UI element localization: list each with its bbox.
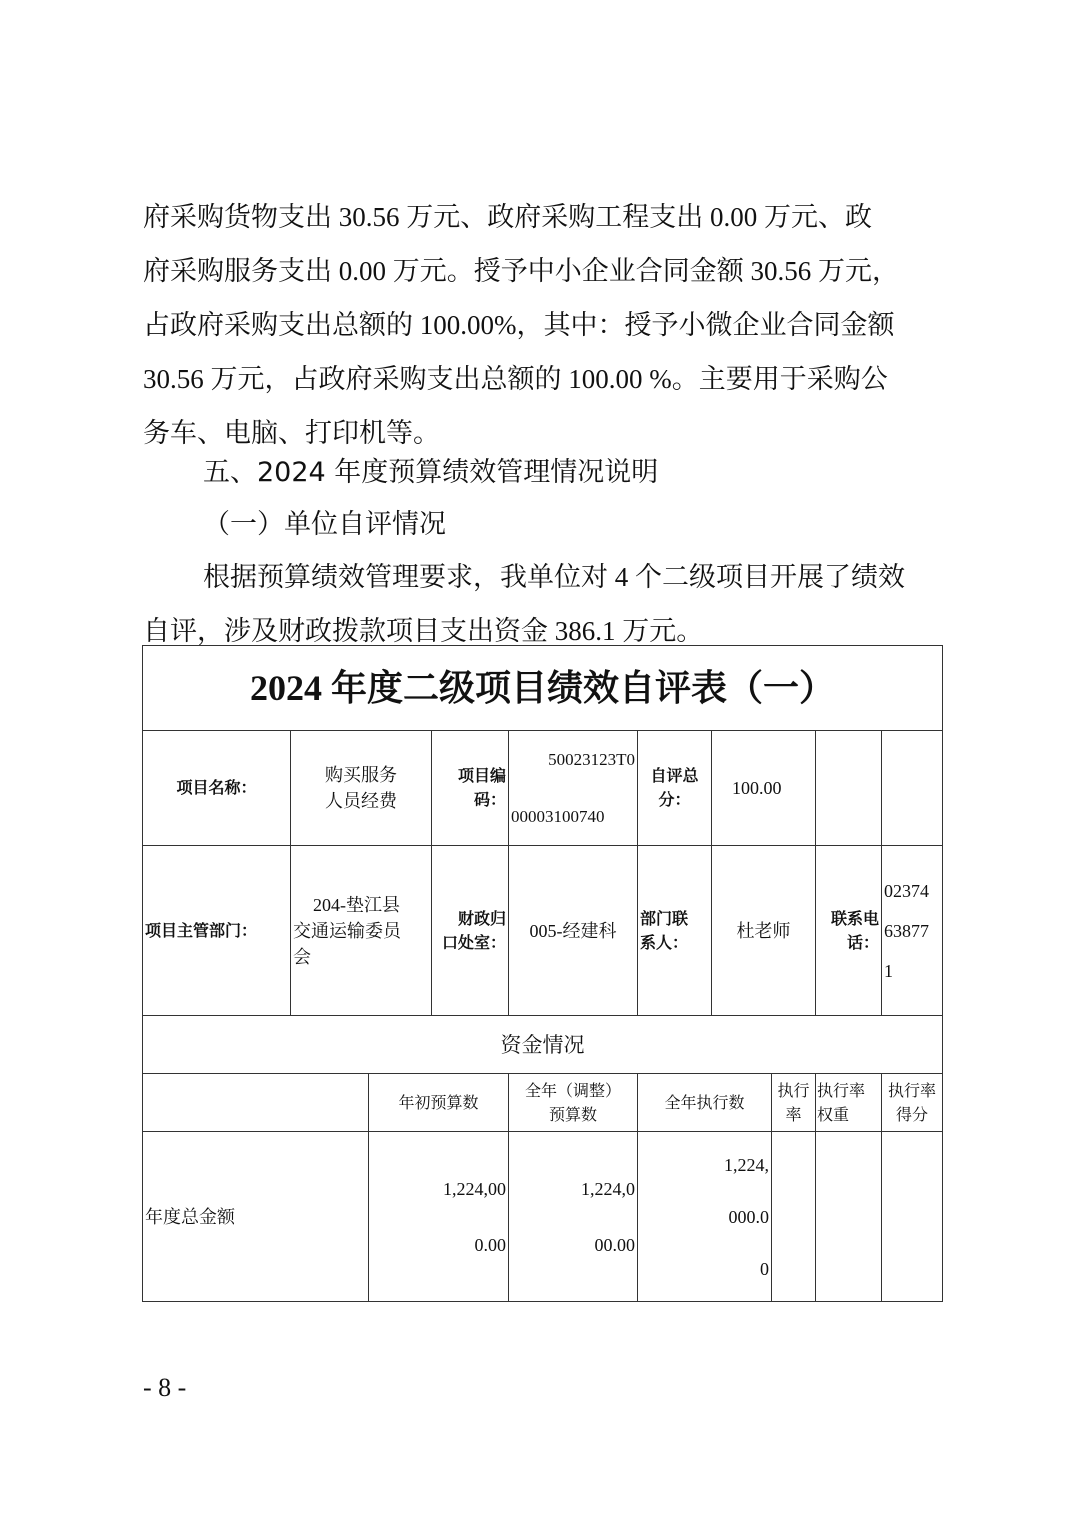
initial-budget-header: 年初预算数 (369, 1074, 509, 1131)
value-line: 02374 (884, 880, 929, 901)
self-score-value: 100.00 (712, 731, 816, 845)
contact-person-value: 杜老师 (712, 846, 816, 1015)
project-code-label (432, 731, 509, 845)
header-line: 执行 (777, 1080, 810, 1100)
header-line: 执行率 (817, 1080, 866, 1100)
header-line: 全年（调整） (524, 1080, 621, 1100)
adjusted-budget-value (509, 1132, 638, 1301)
funding-header-row (142, 1074, 943, 1132)
value-line: 1,224,00 (443, 1178, 506, 1199)
rate-score-value (882, 1132, 942, 1301)
executed-header: 全年执行数 (638, 1074, 772, 1131)
empty-cell (882, 731, 942, 845)
label-line: 部门联 (640, 908, 689, 928)
label-line: 口处室： (441, 932, 506, 952)
label-line: 分： (658, 790, 691, 809)
label-line: 码： (473, 790, 506, 809)
text-line: 占政府采购支出总额的 100.00%，其中：授予小微企业合同金额 (143, 310, 895, 340)
value-line: 人员经费 (325, 791, 397, 811)
paragraph-procurement (143, 190, 943, 460)
value-line: 0 (760, 1258, 769, 1279)
funding-section-row (142, 1016, 943, 1074)
empty-header-cell (143, 1074, 369, 1131)
label-line: 联系电 (830, 908, 879, 928)
exec-rate-value (772, 1132, 816, 1301)
rate-weight-value (816, 1132, 882, 1301)
finance-office-label (432, 846, 509, 1015)
text-line: 府采购货物支出 30.56 万元、政府采购工程支出 0.00 万元、政 (143, 202, 872, 232)
project-code-value (509, 731, 638, 845)
value-line: 1,224, (724, 1154, 769, 1175)
label-line: 话： (846, 932, 879, 952)
header-line: 率 (785, 1104, 802, 1124)
text-line: 府采购服务支出 0.00 万元。授予中小企业合同金额 30.56 万元， (143, 256, 899, 286)
value-line: 00.00 (594, 1234, 635, 1255)
value-line: 1 (884, 960, 893, 981)
project-name-label: 项目名称： (143, 731, 291, 845)
phone-label (816, 846, 882, 1015)
label-line: 财政归 (457, 908, 506, 928)
value-line: 1,224,0 (581, 1178, 635, 1199)
table-row (142, 1132, 943, 1302)
rate-score-header (882, 1074, 942, 1131)
evaluation-table (142, 645, 943, 1302)
value-line: 50023123T0 (548, 749, 635, 769)
text-line: 根据预算绩效管理要求，我单位对 4 个二级项目开展了绩效 (203, 562, 905, 592)
department-row (142, 846, 943, 1016)
paragraph-self-evaluation (143, 550, 943, 658)
funding-row-label: 年度总金额 (143, 1132, 369, 1301)
header-line: 执行率 (887, 1080, 936, 1100)
contact-person-label (638, 846, 712, 1015)
project-name-value (291, 731, 432, 845)
text-line: 自评，涉及财政拨款项目支出资金 386.1 万元。 (143, 616, 704, 646)
label-line: 系人： (640, 932, 689, 952)
value-line: 会 (293, 946, 311, 967)
value-line: 000.0 (728, 1206, 769, 1227)
header-line: 预算数 (548, 1104, 597, 1124)
text-line: 务车、电脑、打印机等。 (143, 418, 440, 448)
title-row (142, 645, 943, 731)
header-line: 得分 (895, 1104, 928, 1124)
finance-office-value: 005-经建科 (509, 846, 638, 1015)
value-line: 购买服务 (325, 765, 397, 785)
value-line: 0.00 (474, 1234, 506, 1255)
exec-rate-header (772, 1074, 816, 1131)
phone-value (882, 846, 942, 1015)
table-title: 2024 年度二级项目绩效自评表（一） (249, 668, 835, 708)
self-score-label (638, 731, 712, 845)
page-number: - 8 - (143, 1373, 187, 1402)
funding-section-header: 资金情况 (500, 1032, 585, 1057)
label-line: 项目编 (457, 766, 506, 785)
value-line: 204-垫江县 (313, 894, 400, 915)
value-line: 00003100740 (511, 806, 605, 826)
header-line: 权重 (817, 1104, 850, 1124)
section-heading: 五、2024 年度预算绩效管理情况说明 (203, 457, 659, 488)
subsection-heading: （一）单位自评情况 (203, 509, 446, 539)
department-label: 项目主管部门： (143, 846, 291, 1015)
value-line: 63877 (884, 920, 929, 941)
text-line: 30.56 万元，占政府采购支出总额的 100.00 %。主要用于采购公 (143, 364, 888, 394)
project-name-row (142, 731, 943, 846)
initial-budget-value (369, 1132, 509, 1301)
department-value (291, 846, 432, 1015)
executed-value (638, 1132, 772, 1301)
value-line: 交通运输委员 (293, 920, 401, 941)
empty-cell (816, 731, 882, 845)
label-line: 自评总 (650, 766, 699, 785)
rate-weight-header (816, 1074, 882, 1131)
adjusted-budget-header (509, 1074, 638, 1131)
